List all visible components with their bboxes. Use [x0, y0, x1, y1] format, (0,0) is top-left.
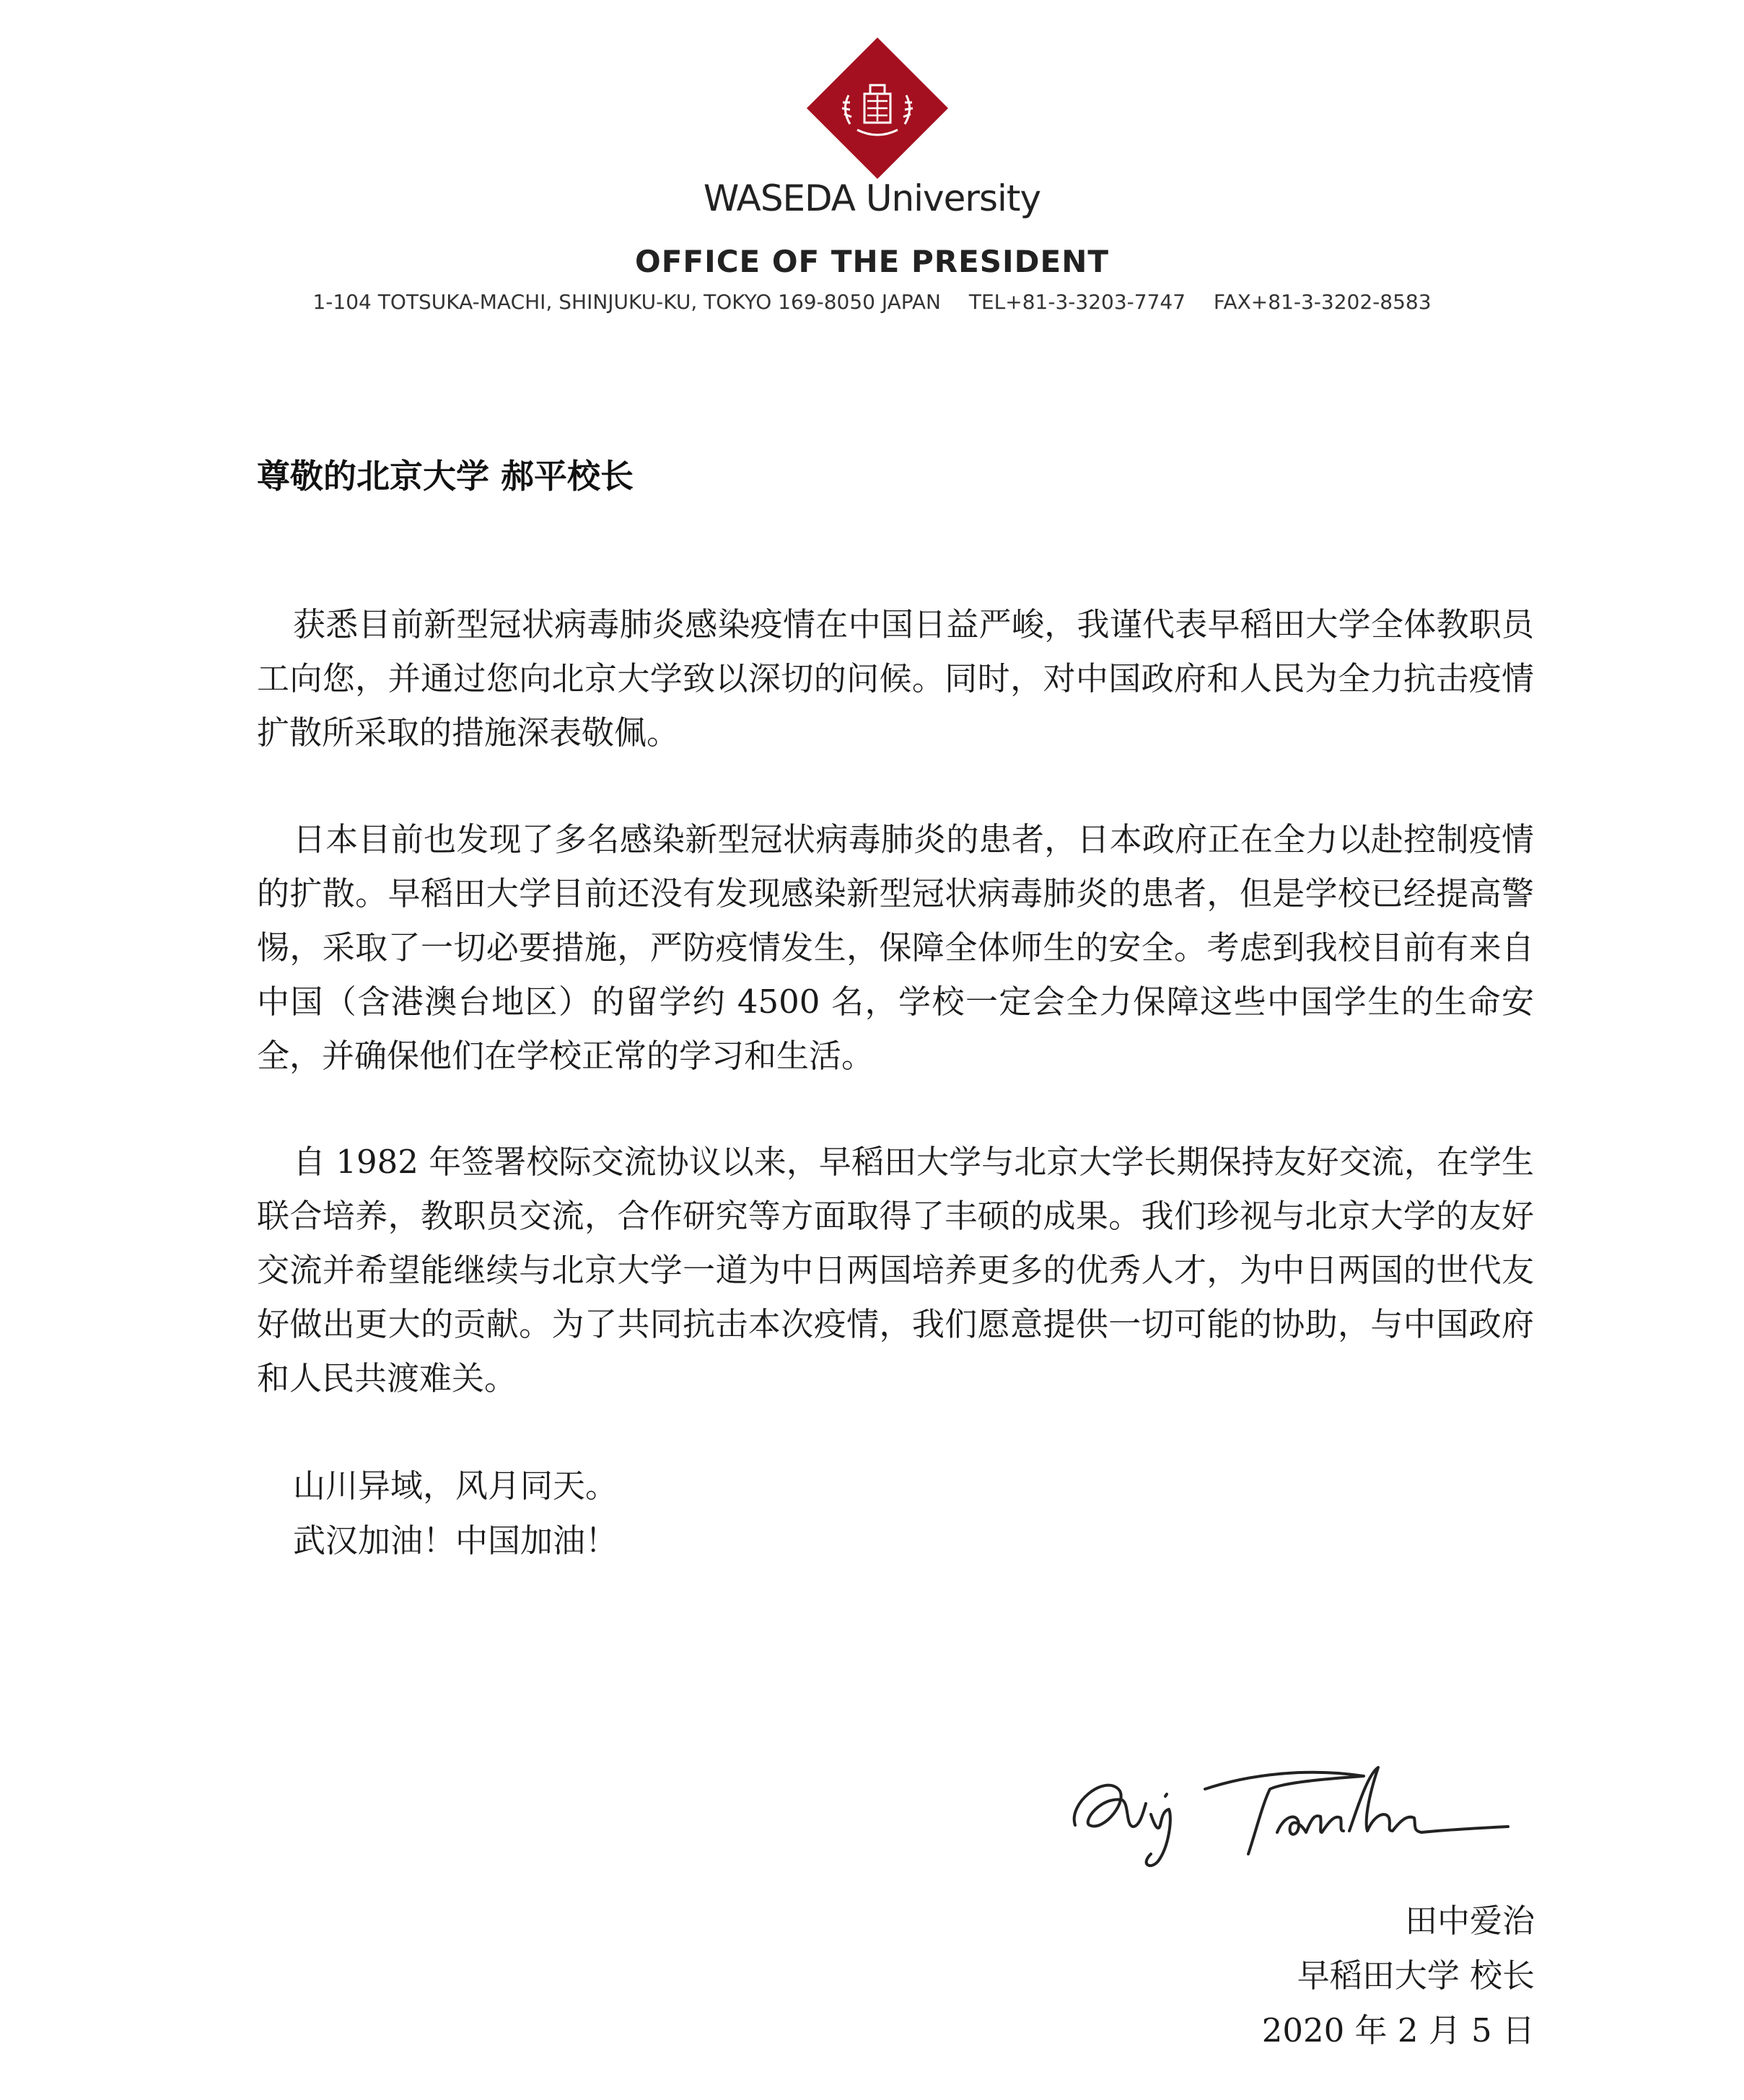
telephone-number: TEL+81-3-3203-7747 — [968, 290, 1186, 314]
signatory-name: 田中爱治 — [1404, 1902, 1535, 1940]
office-title: OFFICE OF THE PRESIDENT — [634, 244, 1110, 279]
fax-number: FAX+81-3-3202-8583 — [1213, 290, 1432, 314]
signature-block — [1262, 1894, 1535, 2058]
postal-address: 1-104 TOTSUKA-MACHI, SHINJUKU-KU, TOKYO 169-8050 JAPAN — [312, 290, 941, 314]
handwritten-signature — [1061, 1746, 1537, 1876]
paragraph-1: 获悉目前新型冠状病毒肺炎感染疫情在中国日益严峻，我谨代表早稻田大学全体教职员工向您，并通过您向北京大学致以深切的问候。同时，对中国政府和人民为全力抗击疫情扩散所采取的措施深表敬佩。 — [257, 605, 1534, 752]
paragraph-3: 自 1982 年签署校际交流协议以来，早稻田大学与北京大学长期保持友好交流，在学生联合培养，教职员交流，合作研究等方面取得了丰硕的成果。我们珍视与北京大学的友好交流并希望能继续与北京大学一道为中日两国培养更多的优秀人才，为中日两国的世代友好做出更大的贡献。为了共同抗击本次疫情，我们愿意提供一切可能的协助，与中国政府和人民共渡难关。 — [257, 1143, 1534, 1397]
letter-date: 2020 年 2 月 5 日 — [1261, 2011, 1535, 2050]
closing-line-1: 山川异域，风月同天。 — [293, 1467, 618, 1505]
organization-name: WASEDA University — [703, 177, 1041, 219]
signatory-title: 早稻田大学 校长 — [1297, 1956, 1535, 1995]
salutation: 尊敬的北京大学 郝平校长 — [257, 457, 634, 496]
address-line — [0, 290, 1744, 314]
waseda-crest-logo — [807, 38, 948, 179]
paragraph-2: 日本目前也发现了多名感染新型冠状病毒肺炎的患者，日本政府正在全力以赴控制疫情的扩散。早稻田大学目前还没有发现感染新型冠状病毒肺炎的患者，但是学校已经提高警惕，采取了一切必要措施，严防疫情发生，保障全体师生的安全。考虑到我校目前有来自中国（含港澳台地区）的留学约 4500 名，学校一定会全力保障这些中国学生的生命安全，并确保他们在学校正常的学习和生活。 — [257, 820, 1534, 1075]
closing-lines — [293, 1459, 618, 1568]
closing-line-2: 武汉加油！中国加油！ — [293, 1521, 618, 1560]
